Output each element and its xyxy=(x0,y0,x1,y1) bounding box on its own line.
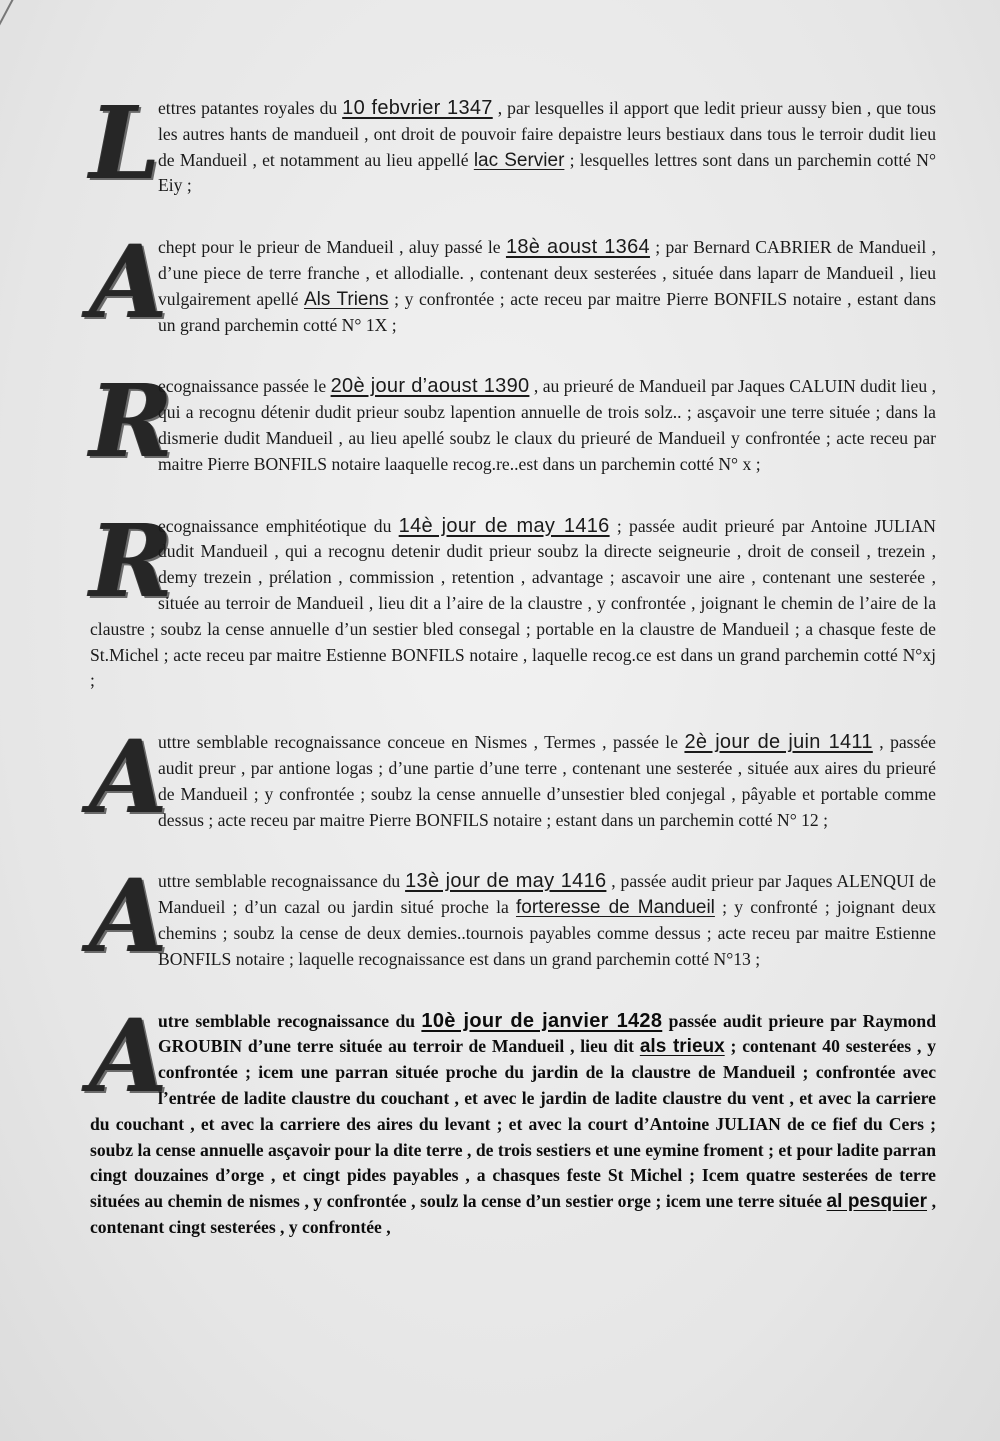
entry-place-name: als trieux xyxy=(639,1036,725,1058)
entry-date: 10è jour de janvier 1428 xyxy=(421,1009,663,1032)
entry-place-name: al pesquier xyxy=(826,1191,928,1213)
entry-text: ; y confrontée ; acte receu par maitre Pierre BONFILS notaire , estant dans un grand parchemin cotté N° 1X ; xyxy=(158,288,936,335)
document-body xyxy=(90,84,937,1277)
entry-paragraph xyxy=(90,996,936,1241)
entry-paragraph xyxy=(90,501,937,695)
entry-date: 13è jour de may 1416 xyxy=(405,870,607,893)
entry-text: passée audit prieure par Raymond GROUBIN d’une terre située au terroir de Mandueil , lieu dit xyxy=(158,1010,936,1057)
entry-text: utre semblable recognaissance du xyxy=(158,1010,422,1031)
entry-text: ; contenant 40 sesterées , y confrontée ; icem une parran située proche du jardin de la claustre de Mandueil ; confrontée avec l’entrée de ladite claustre du couchant , et avec le jardin de ladite claustre du vent , et avec la carriere du couchant , et avec la carriere des aires du levant ; et avec la court d’Antoine JULIAN de ce fief du Cers ; soubz la cense annuelle asçavoir pour la dite terre , de trois sestiers et une eymine froment ; et pour ladite parran cingt douzaines d’orge , et cingt pides payables , a chasques feste St Michel ; Icem quatre sesterées de terre situées au chemin de nismes , y confrontée , soulz la cense d’un sestier orge ; icem une terre située xyxy=(90,1036,936,1212)
entry-place-name: Als Triens xyxy=(303,288,389,310)
entry-text: , passée audit prieur par Jaques ALENQUI de Mandueil ; d’un cazal ou jardin situé proche la xyxy=(158,871,936,918)
entry-text: ecognaissance passée le xyxy=(158,376,331,397)
drop-cap-initial: L xyxy=(90,84,161,202)
entry-paragraph xyxy=(90,857,937,976)
drop-cap-initial: R xyxy=(90,501,174,620)
entry-paragraph xyxy=(90,223,936,342)
entry-text: ; passée audit prieuré par Antoine JULIAN dudit Mandueil , qui a recognu detenir dudit prieur soubz la directe seigneurie , droit de conseil , trezein , demy trezein , prélation , commission , retention , advantage ; ascavoir une aire , contenant une sesterée , située au terroir de Mandueil , lieu dit a l’aire de la claustre , y confrontée , joignant le chemin de l’aire de la claustre ; soubz la cense annuelle d’un sestier bled consegal ; portable en la claustre de Mandueil ; a chasque feste de St.Michel ; acte receu par maitre Estienne BONFILS notaire , laquelle recog.ce est dans un grand parchemin cotté N°xj ; xyxy=(90,515,937,691)
entry-text: ; lesquelles lettres sont dans un parchemin cotté N° Eiy ; xyxy=(158,149,936,196)
entry-paragraph xyxy=(90,362,936,481)
entry-text: chept pour le prieur de Mandueil , aluy passé le xyxy=(158,237,506,258)
entry-date: 18è aoust 1364 xyxy=(505,236,650,259)
entry-text: ; y confronté ; joignant deux chemins ; soubz la cense de deux demies..tournois payables comme dessus ; acte receu par maitre Estienne BONFILS notaire ; laquelle recognaissance est dans un grand parchemin cotté N°13 ; xyxy=(158,897,937,969)
entry-text: ; par Bernard CABRIER de Mandueil , d’une piece de terre franche , et allodialle. , contenant deux sesterées , située dans laparr de Mandueil , lieu vulgairement apellé xyxy=(158,237,936,309)
drop-cap-initial: A xyxy=(90,718,168,837)
entry-date: 14è jour de may 1416 xyxy=(398,514,610,537)
entry-text: ecognaissance emphitéotique du xyxy=(158,515,399,536)
drop-cap-initial: A xyxy=(90,223,168,342)
drop-cap-initial: R xyxy=(90,362,174,481)
entry-place-name: lac Servier xyxy=(473,149,565,171)
entry-text: uttre semblable recognaissance conceue en Nismes , Termes , passée le xyxy=(158,732,685,753)
entry-date: 20è jour d’aoust 1390 xyxy=(330,375,530,398)
entry-place-name: forteresse de Mandueil xyxy=(516,897,715,919)
entry-text: , au prieuré de Mandueil par Jaques CALUIN dudit lieu , qui a recognu détenir dudit prieur soubz lapention annuelle de trois solz.. ; asçavoir une terre située ; dans la dismerie dudit Mandueil , au lieu apellé soubz le claux du prieuré de Mandueil y confrontée ; acte receu par maitre Pierre BONFILS notaire laaquelle recog.re..est dans un parchemin cotté N° x ; xyxy=(158,376,936,474)
entry-paragraph xyxy=(90,718,936,837)
entry-text: , passée audit preur , par antione logas ; d’une partie d’une terre , contenant une sesterée , située aux aires du prieuré de Mandueil ; y confrontée ; soubz la cense annuelle d’unsestier bled conjegal , pâyable et portable comme dessus ; acte receu par maitre Pierre BONFILS notaire ; estant dans un parchemin cotté N° 12 ; xyxy=(158,732,936,830)
drop-cap-initial: A xyxy=(90,857,168,976)
page-fold-mark xyxy=(0,0,18,61)
entry-date: 10 febvrier 1347 xyxy=(342,97,493,119)
entry-date: 2è jour de juin 1411 xyxy=(684,731,873,754)
entry-text: , contenant cingt sesterées , y confrontée , xyxy=(90,1191,936,1237)
drop-cap-initial: A xyxy=(90,996,168,1115)
entry-text: ettres patantes royales du xyxy=(158,98,343,118)
entry-paragraph xyxy=(90,84,936,202)
entry-text: , par lesquelles il apport que ledit prieur aussy bien , que tous les autres hants de mandueil , ont droit de pouvoir faire depaistre leurs bestiaux dans tous le terroir dudit lieu de Mandueil , et notamment au lieu appellé xyxy=(158,98,936,170)
entry-text: uttre semblable recognaissance du xyxy=(158,871,406,892)
